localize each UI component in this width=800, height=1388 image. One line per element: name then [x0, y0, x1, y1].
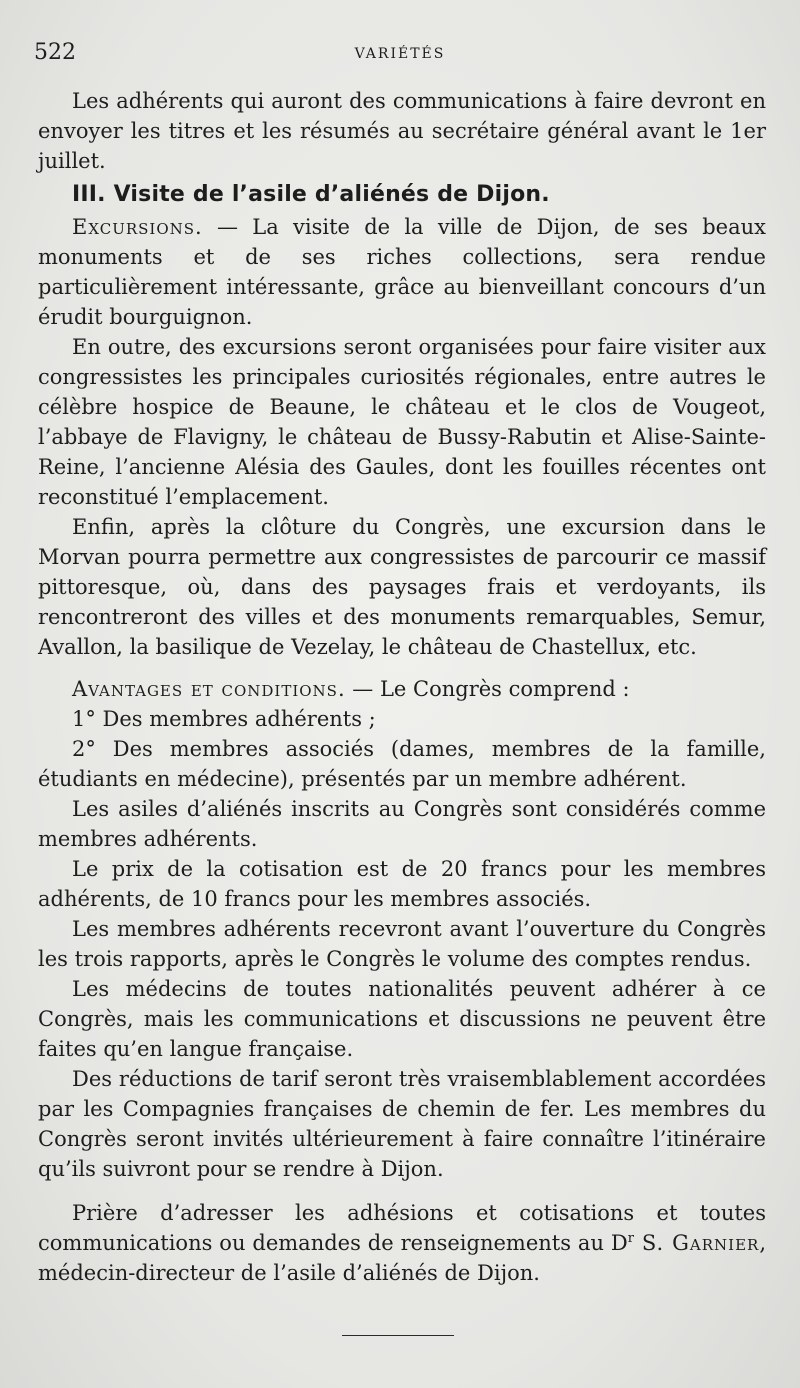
avantages-label: Avantages et conditions. [72, 677, 346, 701]
excursions-text: — La visite de la ville de Dijon, de ses beaux monuments et de ses riches collections, sera rendue particulièrement intéressante, grâce au bienveillant concours d’un érudit bourguignon. [38, 215, 766, 329]
priere-name: S. Garnier [633, 1231, 760, 1255]
body-text [38, 86, 766, 1288]
paragraph-enfin: Enfin, après la clôture du Congrès, une excursion dans le Morvan pourra permettre aux congressistes de parcourir ce massif pittoresque, où, dans des paysages frais et verdoyants, ils rencontreront des villes et des monuments remarquables, Semur, Avallon, la basilique de Vezelay, le château de Chastellux, etc. [38, 515, 766, 659]
paragraph-reductions: Des réductions de tarif seront très vraisemblablement accordées par les Compagnies françaises de chemin de fer. Les membres du Congrès seront invités ultérieurement à faire connaître l’itinéraire qu’ils suivront pour se rendre à Dijon. [38, 1067, 766, 1181]
spacer [38, 662, 766, 674]
paragraph-asiles: Les asiles d’aliénés inscrits au Congrès sont considérés comme membres adhérents. [38, 797, 766, 851]
priere-tail: , médecin-directeur de l’asile d’aliénés de Dijon. [38, 1231, 767, 1285]
page-header [34, 40, 766, 74]
excursions-label: Excursions. [72, 215, 203, 239]
list-item-2: 2° Des membres associés (dames, membres de la famille, étudiants en médecine), présentés par un membre adhérent. [38, 737, 766, 791]
paragraph-intro: Les adhérents qui auront des communications à faire devront en envoyer les titres et les résumés au secrétaire général avant le 1er juillet. [38, 89, 766, 173]
paragraph-avantages [38, 674, 766, 704]
paragraph-excursions [38, 212, 766, 332]
paragraph-medecins: Les médecins de toutes nationalités peuvent adhérer à ce Congrès, mais les communications et discussions ne peuvent être faites qu’en langue française. [38, 977, 766, 1061]
running-head: VARIÉTÉS [354, 46, 446, 62]
page-number: 522 [34, 40, 76, 65]
paragraph-recevront: Les membres adhérents recevront avant l’ouverture du Congrès les trois rapports, après le Congrès le volume des comptes rendus. [38, 917, 766, 971]
paragraph-priere [38, 1198, 766, 1288]
end-rule [342, 1335, 454, 1336]
section-heading: III. Visite de l’asile d’aliénés de Dijon. [72, 182, 550, 207]
spacer [38, 1184, 766, 1198]
paragraph-en-outre: En outre, des excursions seront organisées pour faire visiter aux congressistes les principales curiosités régionales, entre autres le célèbre hospice de Beaune, le château et le clos de Vougeot, l’abbaye de Flavigny, le château de Bussy-Rabutin et Alise-Sainte-Reine, l’ancienne Alésia des Gaules, dont les fouilles récentes ont reconstitué l’emplacement. [38, 335, 766, 509]
priere-text: Prière d’adresser les adhésions et cotisations et toutes communications ou demandes de renseignements au D [38, 1201, 766, 1255]
paragraph-prix: Le prix de la cotisation est de 20 francs pour les membres adhérents, de 10 francs pour les membres associés. [38, 857, 766, 911]
list-item-1: 1° Des membres adhérents ; [72, 707, 376, 731]
priere-sup: r [627, 1231, 634, 1246]
avantages-text: — Le Congrès comprend : [345, 677, 630, 701]
